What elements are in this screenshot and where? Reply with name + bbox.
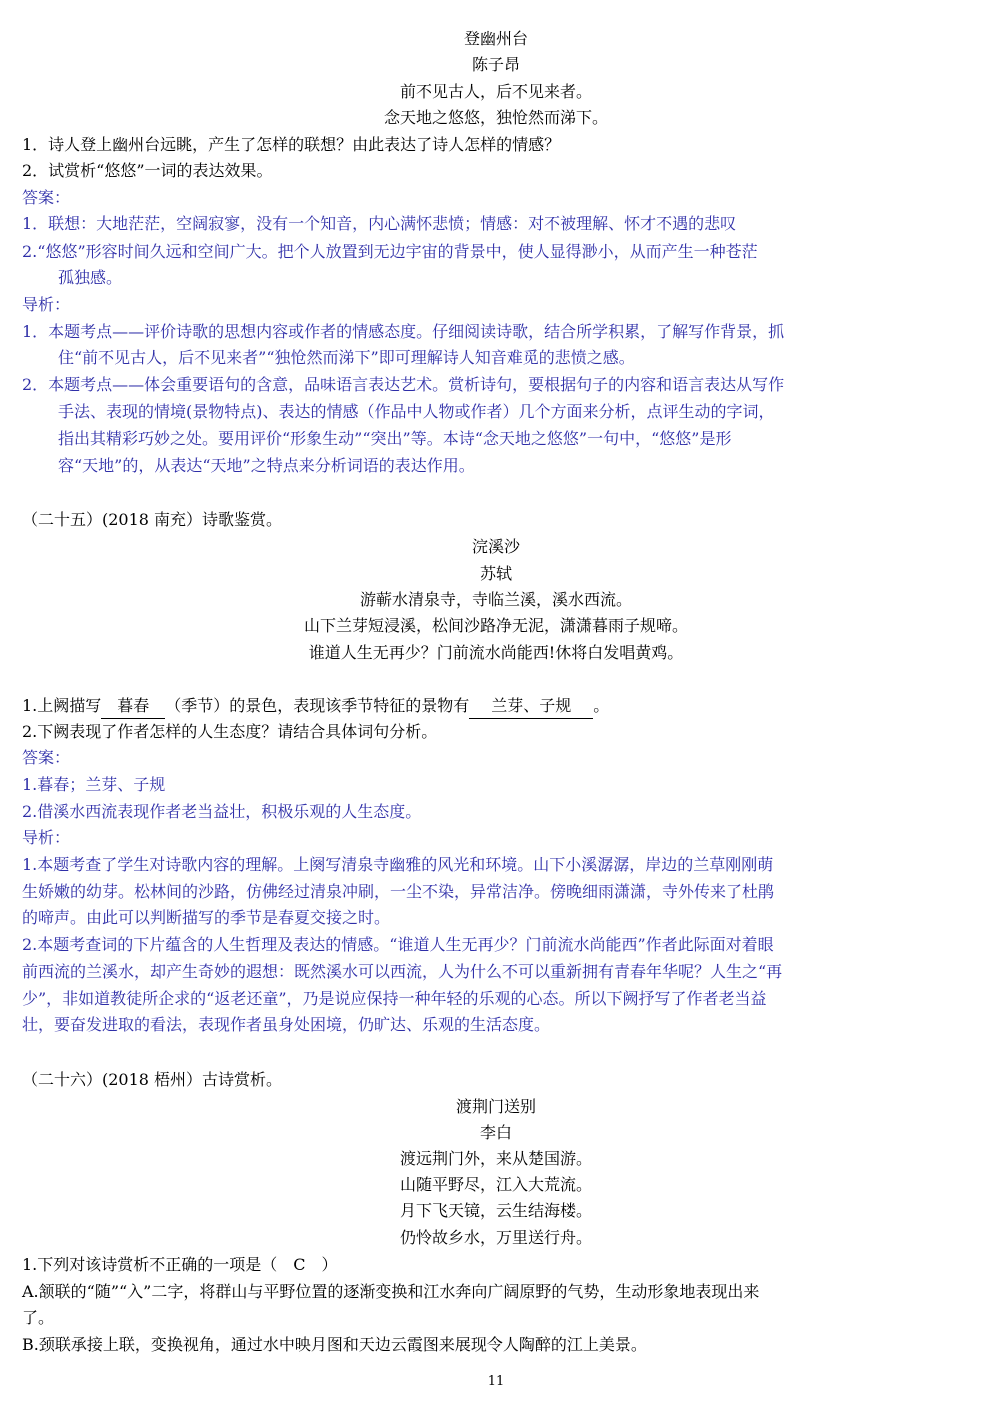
page-number: 11 bbox=[487, 1374, 505, 1389]
guide-line: 生娇嫩的幼芽。松林间的沙路，仿佛经过清泉冲刷，一尘不染，异常洁净。傍晚细雨潇潇，寺外传来了杜鹃 bbox=[22, 882, 775, 901]
answer-line: 2.借溪水西流表现作者老当益壮，积极乐观的人生态度。 bbox=[22, 802, 422, 821]
guide-line: 容“天地”的，从表达“天地”之特点来分析词语的表达作用。 bbox=[58, 456, 475, 475]
poem1-author: 陈子昂 bbox=[471, 55, 520, 74]
guide-line: 2.本题考查词的下片蕴含的人生哲理及表达的情感。“谁道人生无再少？门前流水尚能西”作者此际面对着眼 bbox=[22, 935, 774, 954]
section-heading: （二十六）(2018 梧州）古诗赏析。 bbox=[22, 1070, 283, 1089]
answer-label: 答案： bbox=[22, 188, 71, 207]
poem1-line: 前不见古人，后不见来者。 bbox=[399, 82, 592, 101]
question: 1．诗人登上幽州台远眺，产生了怎样的联想？由此表达了诗人怎样的情感？ bbox=[22, 135, 561, 154]
question: 1.下列对该诗赏析不正确的一项是（ C ） bbox=[22, 1255, 338, 1274]
poem-author: 苏轼 bbox=[479, 564, 512, 583]
poem-title: 浣溪沙 bbox=[471, 537, 520, 556]
poem-author: 李白 bbox=[479, 1123, 512, 1142]
question: 2.下阙表现了作者怎样的人生态度？请结合具体词句分析。 bbox=[22, 722, 438, 741]
guide-line: 手法、表现的情境(景物特点)、表达的情感（作品中人物或作者）几个方面来分析，点评生动的字词， bbox=[58, 402, 775, 421]
option-line: 了。 bbox=[22, 1308, 55, 1327]
answer-label: 答案： bbox=[22, 748, 71, 767]
guide-label: 导析： bbox=[22, 295, 71, 314]
answer-line: 孤独感。 bbox=[58, 268, 123, 287]
poem-line: 游蕲水清泉寺，寺临兰溪，溪水西流。 bbox=[359, 590, 632, 609]
poem-line: 月下飞天镜，云生结海楼。 bbox=[399, 1201, 592, 1220]
answer-line: 1.暮春；兰芽、子规 bbox=[22, 775, 166, 794]
poem-line: 山下兰芽短浸溪，松间沙路净无泥，潇潇暮雨子规啼。 bbox=[303, 616, 688, 635]
answer-line: 1．联想：大地茫茫，空阔寂寥，没有一个知音，内心满怀悲愤；情感：对不被理解、怀才不遇的悲叹 bbox=[22, 214, 737, 233]
question-text: 。 bbox=[593, 696, 610, 715]
poem-title: 渡荆门送别 bbox=[455, 1097, 536, 1116]
poem-line: 渡远荆门外，来从楚国游。 bbox=[399, 1149, 592, 1168]
answer-line: 2.“悠悠”形容时间久远和空间广大。把个人放置到无边宇宙的背景中，使人显得渺小，从而产生一种苍茫 bbox=[22, 242, 758, 261]
poem-line: 仍怜故乡水，万里送行舟。 bbox=[399, 1228, 592, 1247]
fill-question bbox=[22, 694, 609, 719]
question: 2．试赏析“悠悠”一词的表达效果。 bbox=[22, 161, 273, 180]
guide-line: 2．本题考点——体会重要语句的含意，品味语言表达艺术。赏析诗句，要根据句子的内容和语言表达从写作 bbox=[22, 375, 785, 394]
guide-line: 住“前不见古人，后不见来者”“独怆然而涕下”即可理解诗人知音难觅的悲愤之感。 bbox=[58, 348, 635, 367]
poem-line: 山随平野尽，江入大荒流。 bbox=[399, 1175, 592, 1194]
poem-line: 谁道人生无再少？门前流水尚能西!休将白发唱黄鸡。 bbox=[308, 643, 684, 662]
answer-blank: 兰芽、子规 bbox=[469, 694, 593, 719]
guide-line: 1.本题考查了学生对诗歌内容的理解。上阕写清泉寺幽雅的风光和环境。山下小溪潺潺，岸边的兰草刚刚萌 bbox=[22, 855, 774, 874]
poem1-title: 登幽州台 bbox=[463, 29, 528, 48]
guide-line: 的啼声。由此可以判断描写的季节是春夏交接之时。 bbox=[22, 908, 391, 927]
answer-blank: 暮春 bbox=[101, 694, 165, 719]
option-line: B.颈联承接上联，变换视角，通过水中映月图和天边云霞图来展现令人陶醉的江上美景。 bbox=[22, 1335, 647, 1354]
guide-line: 1．本题考点——评价诗歌的思想内容或作者的情感态度。仔细阅读诗歌，结合所学积累，了解写作背景，抓 bbox=[22, 322, 785, 341]
guide-line: 指出其精彩巧妙之处。要用评价“形象生动”“突出”等。本诗“念天地之悠悠”一句中，“悠悠”是形 bbox=[58, 429, 732, 448]
guide-line: 前西流的兰溪水，却产生奇妙的遐想：既然溪水可以西流，人为什么不可以重新拥有青春年华呢？人生之“再 bbox=[22, 962, 783, 981]
option-line: A.颔联的“随”“入”二字，将群山与平野位置的逐渐变换和江水奔向广阔原野的气势，生动形象地表现出来 bbox=[22, 1282, 760, 1301]
guide-line: 壮，要奋发进取的看法，表现作者虽身处困境，仍旷达、乐观的生活态度。 bbox=[22, 1015, 551, 1034]
question-text: 1.上阙描写 bbox=[22, 696, 102, 715]
guide-label: 导析： bbox=[22, 828, 71, 847]
poem1-line: 念天地之悠悠，独怆然而涕下。 bbox=[383, 108, 608, 127]
guide-line: 少”，非如道教徒所企求的“返老还童”，乃是说应保持一种年轻的乐观的心态。所以下阙抒写了作者老当益 bbox=[22, 989, 767, 1008]
question-text: （季节）的景色，表现该季节特征的景物有 bbox=[165, 696, 470, 715]
section-heading: （二十五）(2018 南充）诗歌鉴赏。 bbox=[22, 510, 283, 529]
